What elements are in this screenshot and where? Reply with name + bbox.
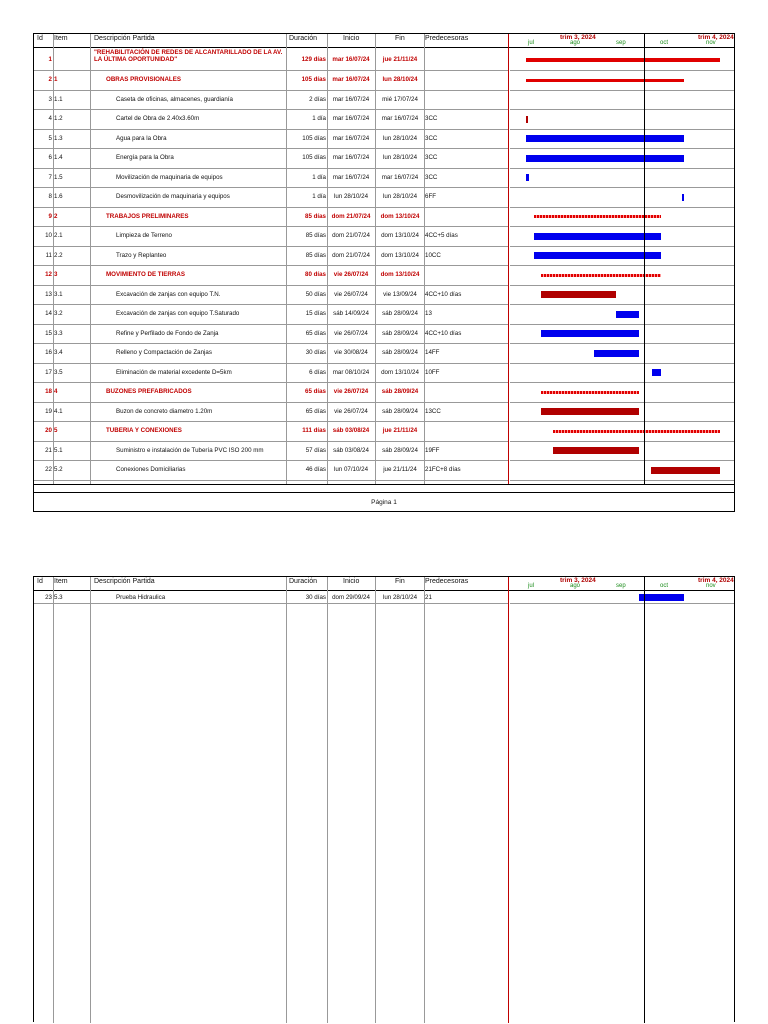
cell-item [54,48,90,70]
quarter-divider [644,34,645,484]
cell-fin: mié 17/07/24 [382,95,418,103]
cell-desc: TUBERIA Y CONEXIONES [106,427,182,435]
cell-ini: sáb 03/08/24 [333,446,369,454]
cell-dur: 46 días [305,466,326,474]
cell-desc: Relleno y Compactación de Zanjas [116,349,212,357]
cell-pre: 21 [425,593,432,601]
cell-item: 5.2 [54,466,63,474]
cell-fin: sáb 28/09/24 [382,349,418,357]
table-header [34,577,734,591]
header-pre: Predecesoras [425,578,469,585]
gantt-bar [534,215,662,218]
chart-row-divider [510,603,734,604]
cell-item: 1 [54,76,58,84]
column-divider [53,34,54,484]
timeline-start-line [508,34,509,484]
cell-desc: "REHABILITACIÓN DE REDES DE ALCANTARILLADO DE LA AV. LA ÚLTIMA OPORTUNIDAD" [94,49,283,63]
cell-id: 11 [45,251,52,259]
cell-item: 3.4 [54,349,63,357]
table-row [34,363,508,383]
cell-fin: mar 16/07/24 [381,173,419,181]
timeline-header [510,34,734,47]
month-label: oct [660,583,669,589]
cell-pre: 4CC+10 días [425,329,462,337]
column-divider [53,577,54,1023]
cell-ini: dom 21/07/24 [332,251,370,259]
cell-dur: 2 días [309,95,326,103]
table-row [34,421,508,441]
cell-fin: sáb 28/09/24 [382,329,418,337]
cell-ini: mar 16/07/24 [332,76,370,84]
cell-desc: BUZONES PREFABRICADOS [106,388,192,396]
chart-row-divider [510,70,734,71]
cell-pre: 14FF [425,349,440,357]
cell-ini: mar 16/07/24 [332,173,370,181]
table-row [34,343,508,363]
gantt-bar [541,274,661,277]
cell-ini: sáb 03/08/24 [332,427,370,435]
cell-desc: Trazo y Replanteo [116,251,167,259]
cell-desc: MOVIMIENTO DE TIERRAS [106,271,185,279]
cell-ini: mar 16/07/24 [332,154,370,162]
cell-item: 1.5 [54,173,63,181]
cell-pre: 3CC [425,115,438,123]
column-divider [424,34,425,484]
cell-dur: 1 día [312,115,326,123]
row-divider [34,480,508,481]
cell-item: 3.3 [54,329,63,337]
quarter-label: trim 3, 2024 [560,34,596,41]
cell-fin: jue 21/11/24 [382,427,418,435]
timeline-start-line [508,577,509,1023]
cell-dur: 85 días [305,232,326,240]
month-label: sep [616,40,626,46]
page-rule [34,484,734,485]
cell-pre [425,48,507,70]
gantt-bar [553,447,639,454]
cell-fin: sáb 28/09/24 [381,388,419,396]
gantt-bar [526,79,684,82]
cell-pre: 3CC [425,134,438,142]
column-divider [286,577,287,1023]
cell-desc: Agua para la Obra [116,134,167,142]
cell-ini: mar 16/07/24 [332,95,370,103]
cell-item: 3.5 [54,368,63,376]
cell-dur: 6 días [309,368,326,376]
quarter-label: trim 4, 2024 [698,34,734,41]
cell-ini: sáb 14/09/24 [333,310,369,318]
cell-dur: 30 días [305,593,326,601]
cell-dur: 65 días [305,407,326,415]
cell-desc: Excavación de zanjas con equipo T.Saturado [116,310,240,318]
cell-pre [425,421,507,441]
cell-desc: OBRAS PROVISIONALES [106,76,181,84]
cell-dur: 105 días [302,154,326,162]
cell-fin: sáb 28/09/24 [382,407,418,415]
table-row [34,90,508,110]
cell-dur: 15 días [305,310,326,318]
cell-fin: lun 28/10/24 [382,76,418,84]
chart-row-divider [510,226,734,227]
cell-pre: 10CC [425,251,441,259]
header-id: Id [37,578,43,585]
header-dur: Duración [289,35,318,42]
cell-item: 5.1 [54,446,63,454]
header-ini: Inicio [343,578,360,585]
gantt-bar [534,252,662,259]
chart-row-divider [510,285,734,286]
gantt-bar [541,408,639,415]
cell-desc: Energía para la Obra [116,154,174,162]
column-divider [375,34,376,484]
cell-ini: lun 28/10/24 [333,193,369,201]
cell-dur: 57 días [305,446,326,454]
table-row [34,265,508,285]
cell-id: 19 [45,407,52,415]
row-divider [34,603,508,604]
cell-id: 22 [45,466,52,474]
chart-row-divider [510,246,734,247]
gantt-page-2 [33,576,735,1022]
quarter-label: trim 3, 2024 [560,577,596,584]
gantt-bar [541,291,616,298]
cell-item: 2 [54,212,58,220]
cell-pre [425,265,507,285]
month-label: ago [570,40,581,46]
chart-row-divider [510,148,734,149]
cell-pre [425,90,507,110]
gantt-bar [541,391,639,394]
cell-desc: Excavación de zanjas con equipo T.N. [116,290,221,298]
month-label: sep [616,583,626,589]
cell-pre: 13 [425,310,432,318]
gantt-bar [526,155,684,162]
gantt-bar [534,233,662,240]
cell-item: 4 [54,388,58,396]
cell-pre: 19FF [425,446,440,454]
cell-ini: vie 26/07/24 [333,388,369,396]
gantt-page-1 [33,33,735,512]
table-row [34,324,508,344]
cell-fin: dom 13/10/24 [380,212,420,220]
cell-desc: Buzon de concreto diametro 1.20m [116,407,213,415]
cell-ini: vie 30/08/24 [334,349,368,357]
gantt-bar [594,350,639,357]
table-row [34,207,508,227]
cell-dur: 105 días [301,76,326,84]
cell-desc: Prueba Hidraulica [116,593,166,601]
cell-id: 6 [48,154,52,162]
cell-ini: dom 29/09/24 [332,593,370,601]
quarter-label: trim 4, 2024 [698,577,734,584]
cell-dur: 111 días [302,427,326,435]
cell-pre: 3CC [425,154,438,162]
gantt-bar [652,369,661,376]
table-row [34,70,508,90]
cell-fin: dom 13/10/24 [381,232,419,240]
cell-item: 1.6 [54,193,63,201]
cell-fin: dom 13/10/24 [381,368,419,376]
column-divider [90,34,91,484]
gantt-bar [639,594,684,601]
cell-ini: vie 26/07/24 [334,407,368,415]
table-row [34,304,508,324]
column-divider [375,577,376,1023]
cell-dur: 1 día [312,193,326,201]
cell-fin: jue 21/11/24 [382,55,418,63]
cell-ini: vie 26/07/24 [333,271,369,279]
cell-item: 1.2 [54,115,63,123]
header-fin: Fin [395,35,405,42]
cell-id: 12 [45,271,52,279]
cell-pre [425,70,507,90]
cell-fin: sáb 28/09/24 [382,446,418,454]
table-row [34,591,508,603]
cell-item: 2.2 [54,251,63,259]
cell-dur: 85 días [305,251,326,259]
month-label: jul [528,40,535,46]
cell-pre [425,382,507,402]
cell-fin: sáb 28/09/24 [382,310,418,318]
chart-row-divider [510,402,734,403]
cell-desc: Caseta de oficinas, almacenes, guardianía [116,95,233,103]
cell-item: 1.4 [54,154,63,162]
table-header [34,34,734,48]
cell-desc: Desmovilización de maquinaria y equipos [116,193,230,201]
cell-fin: jue 21/11/24 [383,466,417,474]
chart-row-divider [510,207,734,208]
cell-id: 9 [48,212,52,220]
chart-row-divider [510,363,734,364]
cell-item: 3 [54,271,58,279]
page-rule [34,492,734,493]
gantt-bar [651,467,720,474]
table-row [34,168,508,188]
header-desc: Descripción Partida [94,35,155,42]
cell-dur: 85 días [305,212,326,220]
table-row [34,382,508,402]
gantt-bar [526,58,720,62]
header-id: Id [37,35,43,42]
header-item: Item [54,578,68,585]
cell-desc: Cartel de Obra de 2.40x3.60m [116,115,200,123]
month-label: nov [706,40,716,46]
chart-row-divider [510,382,734,383]
cell-dur: 80 días [305,271,326,279]
cell-desc: Movilización de maquinaria de equipos [116,173,223,181]
cell-pre: 13CC [425,407,441,415]
table-row [34,129,508,149]
header-item: Item [54,35,68,42]
cell-id: 20 [45,427,52,435]
cell-item: 2.1 [54,232,63,240]
cell-id: 18 [45,388,52,396]
cell-dur: 105 días [302,134,326,142]
cell-ini: mar 16/07/24 [332,134,370,142]
cell-fin: lun 28/10/24 [382,593,418,601]
month-label: ago [570,583,581,589]
cell-id: 17 [45,368,52,376]
cell-desc: Limpieza de Terreno [116,232,172,240]
month-label: nov [706,583,716,589]
table-row [34,148,508,168]
cell-pre: 4CC+5 días [425,232,458,240]
cell-item: 4.1 [54,407,63,415]
chart-row-divider [510,460,734,461]
header-pre: Predecesoras [425,35,469,42]
chart-row-divider [510,441,734,442]
cell-fin: vie 13/09/24 [383,290,417,298]
chart-row-divider [510,265,734,266]
cell-ini: mar 16/07/24 [332,115,370,123]
chart-row-divider [510,480,734,481]
column-divider [286,34,287,484]
table-row [34,48,508,70]
gantt-bar [541,330,639,337]
cell-pre: 6FF [425,193,437,201]
month-label: jul [528,583,535,589]
chart-row-divider [510,90,734,91]
table-row [34,285,508,305]
header-fin: Fin [395,578,405,585]
gantt-bar [526,174,529,181]
cell-desc: TRABAJOS PRELIMINARES [106,212,189,220]
month-label: oct [660,40,669,46]
cell-id: 10 [45,232,52,240]
cell-id: 15 [45,329,52,337]
cell-dur: 50 días [305,290,326,298]
cell-item: 1.1 [54,95,63,103]
cell-pre: 3CC [425,173,438,181]
chart-row-divider [510,168,734,169]
cell-ini: vie 26/07/24 [334,290,368,298]
cell-id: 16 [45,349,52,357]
cell-fin: dom 13/10/24 [380,271,420,279]
table-row [34,460,508,480]
cell-ini: mar 08/10/24 [332,368,370,376]
cell-dur: 65 días [305,329,326,337]
cell-fin: lun 28/10/24 [382,134,418,142]
cell-ini: vie 26/07/24 [334,329,368,337]
cell-id: 3 [48,95,52,103]
header-desc: Descripción Partida [94,578,155,585]
cell-id: 13 [45,290,52,298]
cell-id: 8 [48,193,52,201]
cell-id: 7 [48,173,52,181]
gantt-bar [616,311,639,318]
cell-desc: Eliminación de material excedente D=5km [116,368,232,376]
gantt-bar [682,194,684,201]
cell-item: 3.2 [54,310,63,318]
cell-fin: lun 28/10/24 [382,193,418,201]
header-dur: Duración [289,578,318,585]
cell-ini: dom 21/07/24 [332,232,370,240]
cell-pre: 4CC+10 días [425,290,462,298]
cell-desc: Refine y Perfilado de Fondo de Zanja [116,329,219,337]
cell-id: 23 [45,593,52,601]
column-divider [424,577,425,1023]
chart-row-divider [510,304,734,305]
cell-fin: lun 28/10/24 [382,154,418,162]
cell-id: 1 [48,55,52,63]
cell-ini: dom 21/07/24 [331,212,371,220]
cell-item: 1.3 [54,134,63,142]
column-divider [327,577,328,1023]
table-row [34,226,508,246]
cell-item: 5.3 [54,593,63,601]
header-ini: Inicio [343,35,360,42]
cell-id: 2 [48,76,52,84]
cell-ini: lun 07/10/24 [333,466,369,474]
chart-row-divider [510,187,734,188]
cell-pre: 10FF [425,368,440,376]
gantt-bar [526,135,684,142]
cell-ini: mar 16/07/24 [332,55,370,63]
cell-item: 3.1 [54,290,63,298]
quarter-divider [644,577,645,1023]
cell-pre: 21FC+8 días [425,466,461,474]
cell-id: 14 [45,310,52,318]
table-row [34,109,508,129]
column-divider [327,34,328,484]
table-row [34,402,508,422]
cell-fin: mar 16/07/24 [381,115,419,123]
cell-id: 21 [45,446,52,454]
chart-row-divider [510,109,734,110]
cell-id: 4 [48,115,52,123]
chart-row-divider [510,129,734,130]
cell-item: 5 [54,427,58,435]
cell-dur: 1 día [312,173,326,181]
cell-dur: 30 días [305,349,326,357]
page-footer: Página 1 [371,499,397,506]
table-row [34,246,508,266]
cell-dur: 65 días [305,388,326,396]
cell-desc: Conexiones Domiciliarias [116,466,186,474]
chart-row-divider [510,421,734,422]
cell-dur: 129 días [301,55,326,63]
cell-pre [425,207,507,227]
chart-row-divider [510,343,734,344]
cell-desc: Suministro e instalación de Tubería PVC ISO 200 mm [116,446,264,454]
timeline-header [510,577,734,590]
column-divider [90,577,91,1023]
gantt-bar [553,430,720,433]
table-row [34,187,508,207]
chart-row-divider [510,324,734,325]
gantt-bar [526,116,528,123]
table-row [34,441,508,461]
cell-id: 5 [48,134,52,142]
cell-fin: dom 13/10/24 [381,251,419,259]
